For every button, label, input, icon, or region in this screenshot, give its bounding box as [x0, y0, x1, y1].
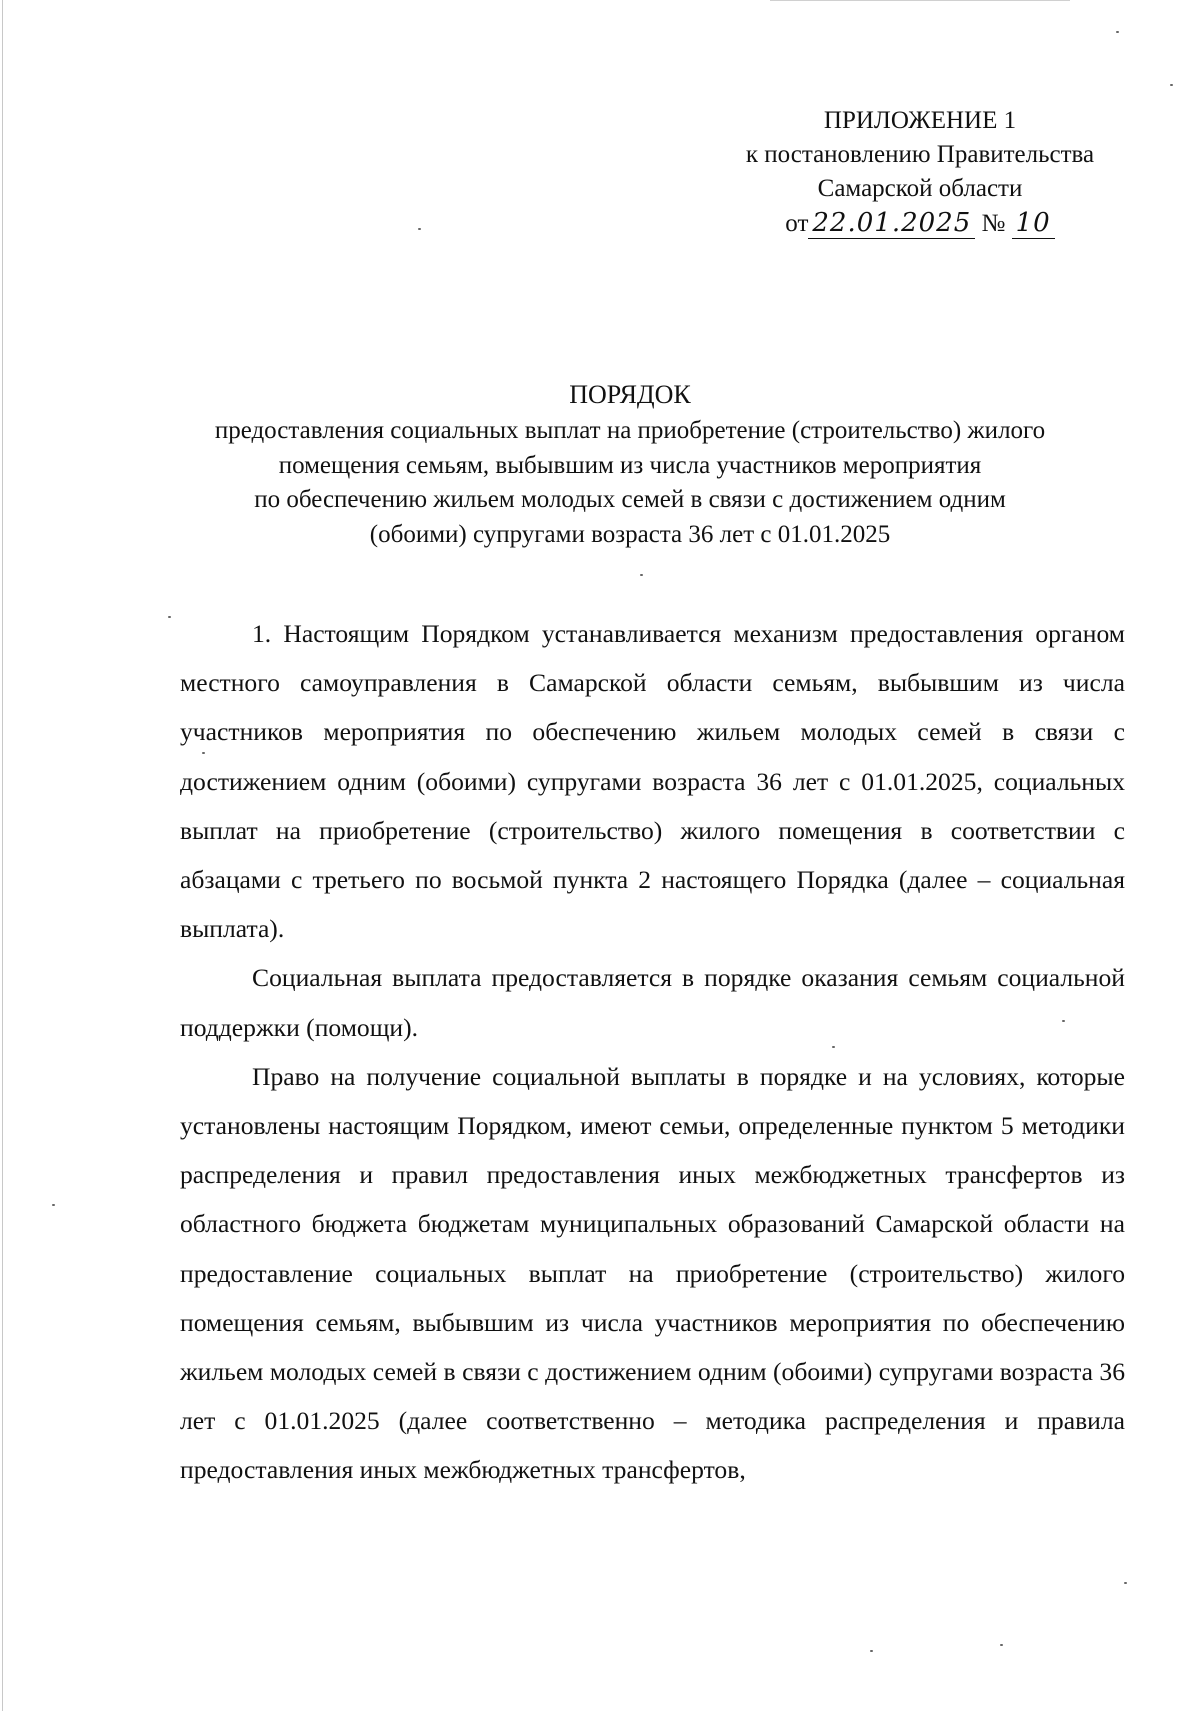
scan-speck: [1116, 31, 1119, 33]
scan-speck: [418, 228, 421, 230]
appendix-header: [700, 104, 1140, 241]
appendix-line-2: Самарской области: [817, 175, 1023, 202]
subtitle-line: (обоими) супругами возраста 36 лет с 01.01.2025: [369, 520, 891, 548]
scan-speck: [52, 1204, 55, 1206]
paragraph-2: Социальная выплата предоставляется в порядке оказания семьям социальной поддержки (помощи).: [180, 963, 1125, 1042]
date-prefix: от: [785, 210, 809, 237]
appendix-date-line: [785, 206, 1054, 241]
subtitle-line: по обеспечению жильем молодых семей в связи с достижением одним: [254, 486, 1006, 513]
appendix-heading: ПРИЛОЖЕНИЕ 1: [823, 107, 1017, 134]
appendix-line-1: к постановлению Правительства: [745, 141, 1095, 168]
scan-speck: [1000, 1644, 1003, 1646]
scan-top-edge: [770, 0, 1070, 1]
subtitle-line: предоставления социальных выплат на приобретение (строительство) жилого: [214, 417, 1046, 444]
scan-speck: [168, 616, 171, 618]
handwritten-number: 10: [1012, 208, 1055, 239]
number-prefix: №: [981, 210, 1006, 237]
scan-speck: [870, 1650, 873, 1652]
scan-speck: [1124, 1582, 1127, 1584]
document-subtitle: [150, 414, 1110, 552]
scan-speck: [640, 574, 643, 576]
document-body: [180, 609, 1125, 1495]
scan-left-edge: [2, 0, 3, 1711]
document-title: ПОРЯДОК: [569, 380, 691, 409]
handwritten-date: 22.01.2025: [808, 208, 975, 239]
scan-speck: [1170, 84, 1173, 86]
paragraph-1: 1. Настоящим Порядком устанавливается механизм предоставления органом местного самоуправления в Самарской области семьям, выбывшим из числа участников мероприятия по обеспечению жильем молодых семей в связи с достижением одним (обоими) супругами возраста 36 лет с 01.01.2025, социальных выплат на приобретение (строительство) жилого помещения в соответствии с абзацами с третьего по восьмой пункта 2 настоящего Порядка (далее – социальная выплата).: [180, 619, 1125, 944]
subtitle-line: помещения семьям, выбывшим из числа участников мероприятия: [278, 451, 982, 479]
paragraph-3: Право на получение социальной выплаты в порядке и на условиях, которые установлены настоящим Порядком, имеют семьи, определенные пунктом 5 методики распределения и правил предоставления иных межбюджетных трансфертов из областного бюджета бюджетам муниципальных образований Самарской области на предоставление социальных выплат на приобретение (строительство) жилого помещения семьям, выбывшим из числа участников мероприятия по обеспечению жильем молодых семей в связи с достижением одним (обоими) супругами возраста 36 лет с 01.01.2025 (далее соответственно – методика распределения и правила предоставления иных межбюджетных трансфертов,: [180, 1061, 1125, 1485]
